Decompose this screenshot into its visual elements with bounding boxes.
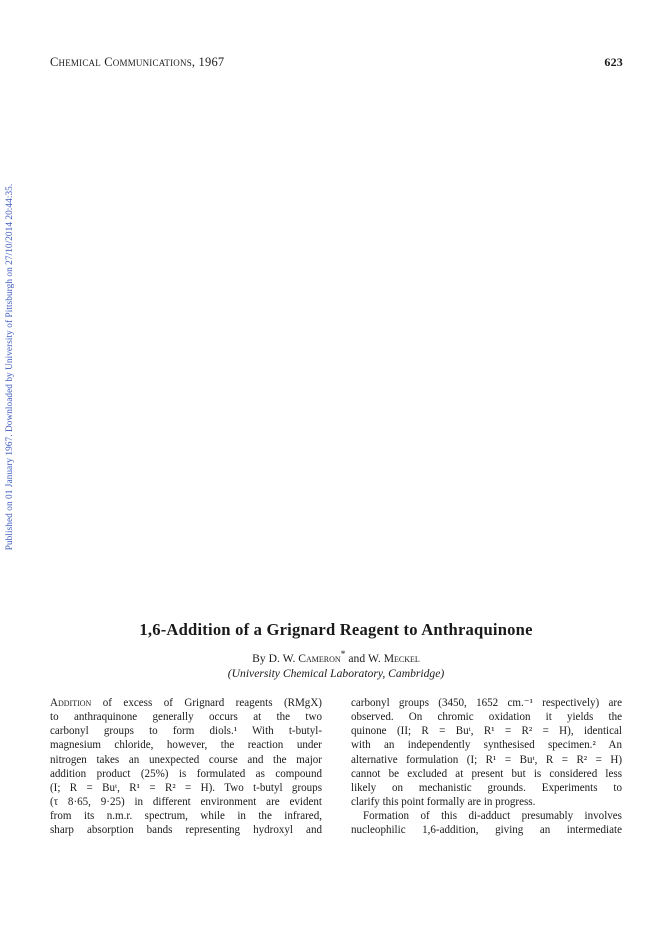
- body-column-left: [50, 696, 322, 838]
- lead-word: Addition: [50, 697, 92, 709]
- body-line: nitrogen takes an unexpected course and the major: [50, 753, 322, 766]
- article-title: 1,6-Addition of a Grignard Reagent to Anthraquinone: [139, 620, 533, 639]
- download-notice-text: Published on 01 January 1967. Downloaded by University of Pittsburgh on 27/10/2014 20:44:35.: [5, 183, 15, 551]
- body-line: with an independently synthesised specimen.² An: [351, 739, 622, 752]
- journal-name: Chemical Communications, 1967: [50, 55, 225, 69]
- by-word: By: [252, 651, 266, 665]
- body-line: Addition of excess of Grignard reagents (RMgX): [50, 697, 322, 709]
- body-line: observed. On chromic oxidation it yields the: [351, 711, 622, 724]
- body-line: carbonyl groups (3450, 1652 cm.⁻¹ respectively) are: [351, 697, 622, 709]
- body-line: likely on mechanistic grounds. Experiments to: [351, 781, 622, 794]
- body-line: (I; R = Buᵗ, R¹ = R² = H). Two t-butyl groups: [50, 781, 322, 794]
- body-line: alternative formulation (I; R¹ = Buᵗ, R = R² = H): [351, 753, 622, 766]
- body-line: magnesium chloride, however, the reaction under: [50, 739, 322, 752]
- body-line: clarify this point formally are in progress.: [351, 796, 536, 809]
- affiliation: (University Chemical Laboratory, Cambridge): [227, 667, 445, 680]
- page-number: 623: [604, 55, 623, 69]
- corresponding-asterisk: *: [340, 649, 346, 660]
- body-column-right: [351, 696, 622, 838]
- body-line: from its n.m.r. spectrum, while in the infrared,: [50, 810, 322, 823]
- body-line: nucleophilic 1,6-addition, giving an intermediate: [351, 824, 622, 837]
- and-word: and: [348, 651, 366, 665]
- author-line: [0, 649, 672, 665]
- body-line: quinone (II; R = Buᵗ, R¹ = R² = H), identical: [351, 725, 622, 738]
- body-line: addition product (25%) is formulated as compound: [50, 767, 322, 780]
- download-notice: [3, 157, 17, 577]
- running-head: [50, 55, 623, 70]
- body-line: Formation of this di-adduct presumably involves: [363, 810, 622, 823]
- author-cameron: D. W. Cameron: [268, 651, 341, 665]
- body-line: (τ 8·65, 9·25) in different environment are evident: [50, 796, 322, 809]
- author-meckel: W. Meckel: [368, 651, 420, 665]
- body-line: to anthraquinone generally occurs at the two: [50, 711, 322, 724]
- body-line: sharp absorption bands representing hydroxyl and: [50, 824, 322, 837]
- body-line: cannot be excluded at present but is considered less: [351, 767, 622, 780]
- body-line: carbonyl groups to form diols.¹ With t-butyl-: [50, 725, 322, 738]
